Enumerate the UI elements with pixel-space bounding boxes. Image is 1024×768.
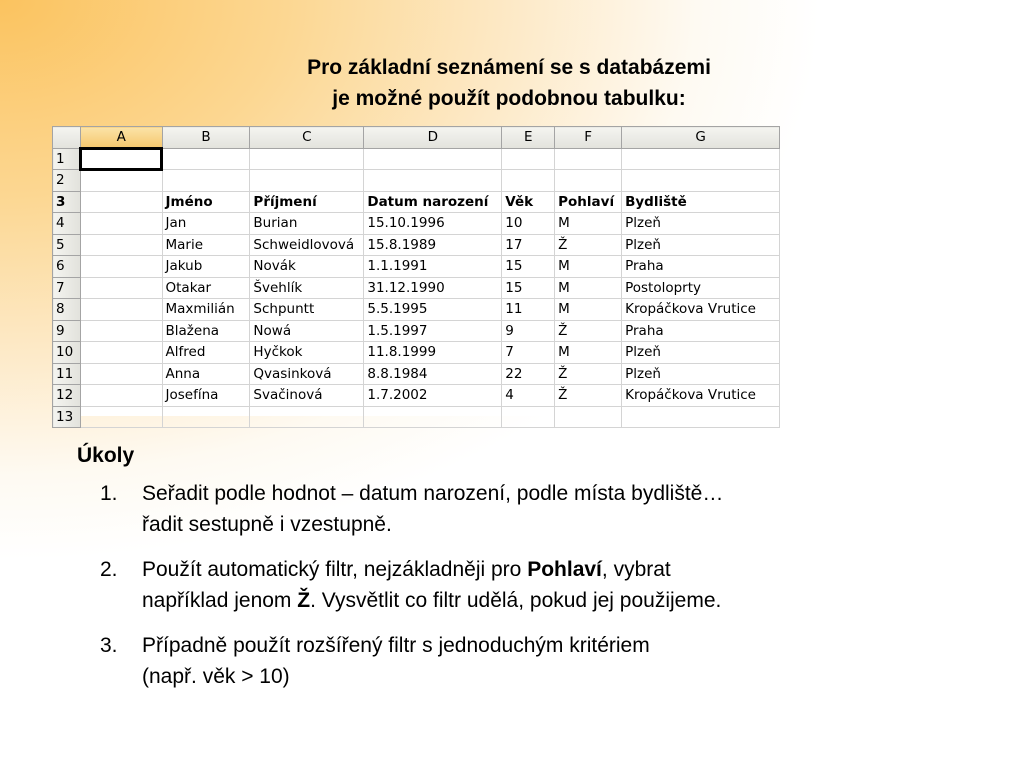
task-keyword-z: Ž xyxy=(297,589,311,612)
task-text-line: (např. věk > 10) xyxy=(142,665,290,688)
task-number: 3. xyxy=(100,634,118,657)
select-all-corner[interactable] xyxy=(53,127,81,149)
table-row xyxy=(53,148,780,170)
cell-c10[interactable]: Hyčkok xyxy=(250,342,364,364)
cell-a3[interactable] xyxy=(80,191,162,213)
cell-e6[interactable]: 15 xyxy=(502,256,555,278)
table-row xyxy=(53,277,780,299)
cell-d2[interactable] xyxy=(364,170,502,192)
task-text-line: Seřadit podle hodnot – datum narození, podle místa bydliště… xyxy=(142,482,724,505)
cell-d12[interactable]: 1.7.2002 xyxy=(364,385,502,407)
cell-a9[interactable] xyxy=(80,320,162,342)
task-text-line xyxy=(142,554,900,585)
cell-a1[interactable] xyxy=(80,148,162,170)
slide-title xyxy=(0,52,1024,114)
row-header[interactable]: 9 xyxy=(53,320,81,342)
cell-f5[interactable]: Ž xyxy=(555,234,622,256)
cell-c3[interactable]: Příjmení xyxy=(250,191,364,213)
cell-d3[interactable]: Datum narození xyxy=(364,191,502,213)
cell-g9[interactable]: Praha xyxy=(622,320,780,342)
cell-e2[interactable] xyxy=(502,170,555,192)
cell-d10[interactable]: 11.8.1999 xyxy=(364,342,502,364)
cell-b9[interactable]: Blažena xyxy=(162,320,250,342)
task-number: 1. xyxy=(100,482,118,505)
cell-f7[interactable]: M xyxy=(555,277,622,299)
cell-g7[interactable]: Postoloprty xyxy=(622,277,780,299)
row-header[interactable]: 4 xyxy=(53,213,81,235)
cell-b8[interactable]: Maxmilián xyxy=(162,299,250,321)
cell-f6[interactable]: M xyxy=(555,256,622,278)
cell-e12[interactable]: 4 xyxy=(502,385,555,407)
cell-e8[interactable]: 11 xyxy=(502,299,555,321)
cell-a11[interactable] xyxy=(80,363,162,385)
cell-d7[interactable]: 31.12.1990 xyxy=(364,277,502,299)
task-list xyxy=(100,478,900,706)
column-header-d[interactable]: D xyxy=(364,127,502,149)
cell-e1[interactable] xyxy=(502,148,555,170)
cell-f13[interactable] xyxy=(555,406,622,428)
task-text: Použít automatický filtr, nejzákladněji pro xyxy=(142,558,528,581)
task-number: 2. xyxy=(100,558,118,581)
cell-c7[interactable]: Švehlík xyxy=(250,277,364,299)
task-item-1 xyxy=(100,478,900,540)
cell-c4[interactable]: Burian xyxy=(250,213,364,235)
cell-d5[interactable]: 15.8.1989 xyxy=(364,234,502,256)
cell-f3[interactable]: Pohlaví xyxy=(555,191,622,213)
cell-g13[interactable] xyxy=(622,406,780,428)
cell-b11[interactable]: Anna xyxy=(162,363,250,385)
cell-b7[interactable]: Otakar xyxy=(162,277,250,299)
cell-e7[interactable]: 15 xyxy=(502,277,555,299)
cell-e4[interactable]: 10 xyxy=(502,213,555,235)
cell-g8[interactable]: Kropáčkova Vrutice xyxy=(622,299,780,321)
row-header[interactable]: 8 xyxy=(53,299,81,321)
table-row xyxy=(53,299,780,321)
cell-e13[interactable] xyxy=(502,406,555,428)
task-item-2 xyxy=(100,554,900,616)
column-header-a[interactable]: A xyxy=(80,127,162,149)
column-header-f[interactable]: F xyxy=(555,127,622,149)
row-header[interactable]: 7 xyxy=(53,277,81,299)
table-row xyxy=(53,256,780,278)
table-header-row xyxy=(53,191,780,213)
cell-b13[interactable] xyxy=(162,406,250,428)
row-header[interactable]: 6 xyxy=(53,256,81,278)
column-header-g[interactable]: G xyxy=(622,127,780,149)
cell-d4[interactable]: 15.10.1996 xyxy=(364,213,502,235)
row-header[interactable]: 12 xyxy=(53,385,81,407)
cell-g3[interactable]: Bydliště xyxy=(622,191,780,213)
cell-g1[interactable] xyxy=(622,148,780,170)
cell-a4[interactable] xyxy=(80,213,162,235)
cell-c9[interactable]: Nowá xyxy=(250,320,364,342)
column-header-e[interactable]: E xyxy=(502,127,555,149)
cell-f12[interactable]: Ž xyxy=(555,385,622,407)
table-row xyxy=(53,320,780,342)
cell-f1[interactable] xyxy=(555,148,622,170)
cell-c11[interactable]: Qvasinková xyxy=(250,363,364,385)
task-text: . Vysvětlit co filtr udělá, pokud jej použijeme. xyxy=(310,589,722,612)
table-row xyxy=(53,213,780,235)
table-row xyxy=(53,363,780,385)
row-header[interactable]: 2 xyxy=(53,170,81,192)
cell-g2[interactable] xyxy=(622,170,780,192)
table-row xyxy=(53,406,780,428)
cell-e10[interactable]: 7 xyxy=(502,342,555,364)
cell-c5[interactable]: Schweidlovová xyxy=(250,234,364,256)
table-row xyxy=(53,170,780,192)
table-row xyxy=(53,234,780,256)
cell-c6[interactable]: Novák xyxy=(250,256,364,278)
cell-c1[interactable] xyxy=(250,148,364,170)
cell-c12[interactable]: Svačinová xyxy=(250,385,364,407)
spreadsheet-grid xyxy=(52,126,780,428)
cell-f8[interactable]: M xyxy=(555,299,622,321)
row-header[interactable]: 10 xyxy=(53,342,81,364)
cell-c8[interactable]: Schpuntt xyxy=(250,299,364,321)
cell-a6[interactable] xyxy=(80,256,162,278)
task-text: , vybrat xyxy=(601,558,671,581)
cell-d11[interactable]: 8.8.1984 xyxy=(364,363,502,385)
cell-e9[interactable]: 9 xyxy=(502,320,555,342)
cell-c13[interactable] xyxy=(250,406,364,428)
spreadsheet xyxy=(52,126,780,425)
row-header[interactable]: 13 xyxy=(53,406,81,428)
task-text: například jenom xyxy=(142,589,298,612)
task-text-line: řadit sestupně i vzestupně. xyxy=(142,513,392,536)
cell-d9[interactable]: 1.5.1997 xyxy=(364,320,502,342)
tasks-heading: Úkoly xyxy=(77,444,135,467)
row-header[interactable]: 3 xyxy=(53,191,81,213)
cell-d1[interactable] xyxy=(364,148,502,170)
cell-b4[interactable]: Jan xyxy=(162,213,250,235)
cell-d13[interactable] xyxy=(364,406,502,428)
cell-g10[interactable]: Plzeň xyxy=(622,342,780,364)
cell-f9[interactable]: Ž xyxy=(555,320,622,342)
cell-c2[interactable] xyxy=(250,170,364,192)
cell-e5[interactable]: 17 xyxy=(502,234,555,256)
cell-b3[interactable]: Jméno xyxy=(162,191,250,213)
column-header-b[interactable]: B xyxy=(162,127,250,149)
cell-b5[interactable]: Marie xyxy=(162,234,250,256)
cell-g6[interactable]: Praha xyxy=(622,256,780,278)
cell-a5[interactable] xyxy=(80,234,162,256)
cell-e11[interactable]: 22 xyxy=(502,363,555,385)
cell-g12[interactable]: Kropáčkova Vrutice xyxy=(622,385,780,407)
cell-b10[interactable]: Alfred xyxy=(162,342,250,364)
cell-b6[interactable]: Jakub xyxy=(162,256,250,278)
cell-e3[interactable]: Věk xyxy=(502,191,555,213)
cell-b2[interactable] xyxy=(162,170,250,192)
cell-a10[interactable] xyxy=(80,342,162,364)
row-header[interactable]: 5 xyxy=(53,234,81,256)
cell-d6[interactable]: 1.1.1991 xyxy=(364,256,502,278)
cell-d8[interactable]: 5.5.1995 xyxy=(364,299,502,321)
task-keyword-pohlavi: Pohlaví xyxy=(527,558,602,581)
title-line-1: Pro základní seznámení se s databázemi xyxy=(307,56,711,79)
row-header[interactable]: 1 xyxy=(53,148,81,170)
task-text-line: Případně použít rozšířený filtr s jednoduchým kritériem xyxy=(142,634,650,657)
cell-f10[interactable]: M xyxy=(555,342,622,364)
cell-f4[interactable]: M xyxy=(555,213,622,235)
table-row xyxy=(53,342,780,364)
cell-f2[interactable] xyxy=(555,170,622,192)
table-row xyxy=(53,385,780,407)
cell-g5[interactable]: Plzeň xyxy=(622,234,780,256)
task-text-line xyxy=(142,585,900,616)
cell-a13[interactable] xyxy=(80,406,162,428)
cell-b12[interactable]: Josefína xyxy=(162,385,250,407)
cell-a12[interactable] xyxy=(80,385,162,407)
cell-b1[interactable] xyxy=(162,148,250,170)
title-line-2: je možné použít podobnou tabulku: xyxy=(332,87,686,110)
spreadsheet-body xyxy=(53,148,780,428)
cell-a7[interactable] xyxy=(80,277,162,299)
cell-g11[interactable]: Plzeň xyxy=(622,363,780,385)
cell-f11[interactable]: Ž xyxy=(555,363,622,385)
row-header[interactable]: 11 xyxy=(53,363,81,385)
column-header-c[interactable]: C xyxy=(250,127,364,149)
cell-a2[interactable] xyxy=(80,170,162,192)
task-item-3 xyxy=(100,630,900,692)
cell-a8[interactable] xyxy=(80,299,162,321)
column-header-row xyxy=(53,127,780,149)
cell-g4[interactable]: Plzeň xyxy=(622,213,780,235)
